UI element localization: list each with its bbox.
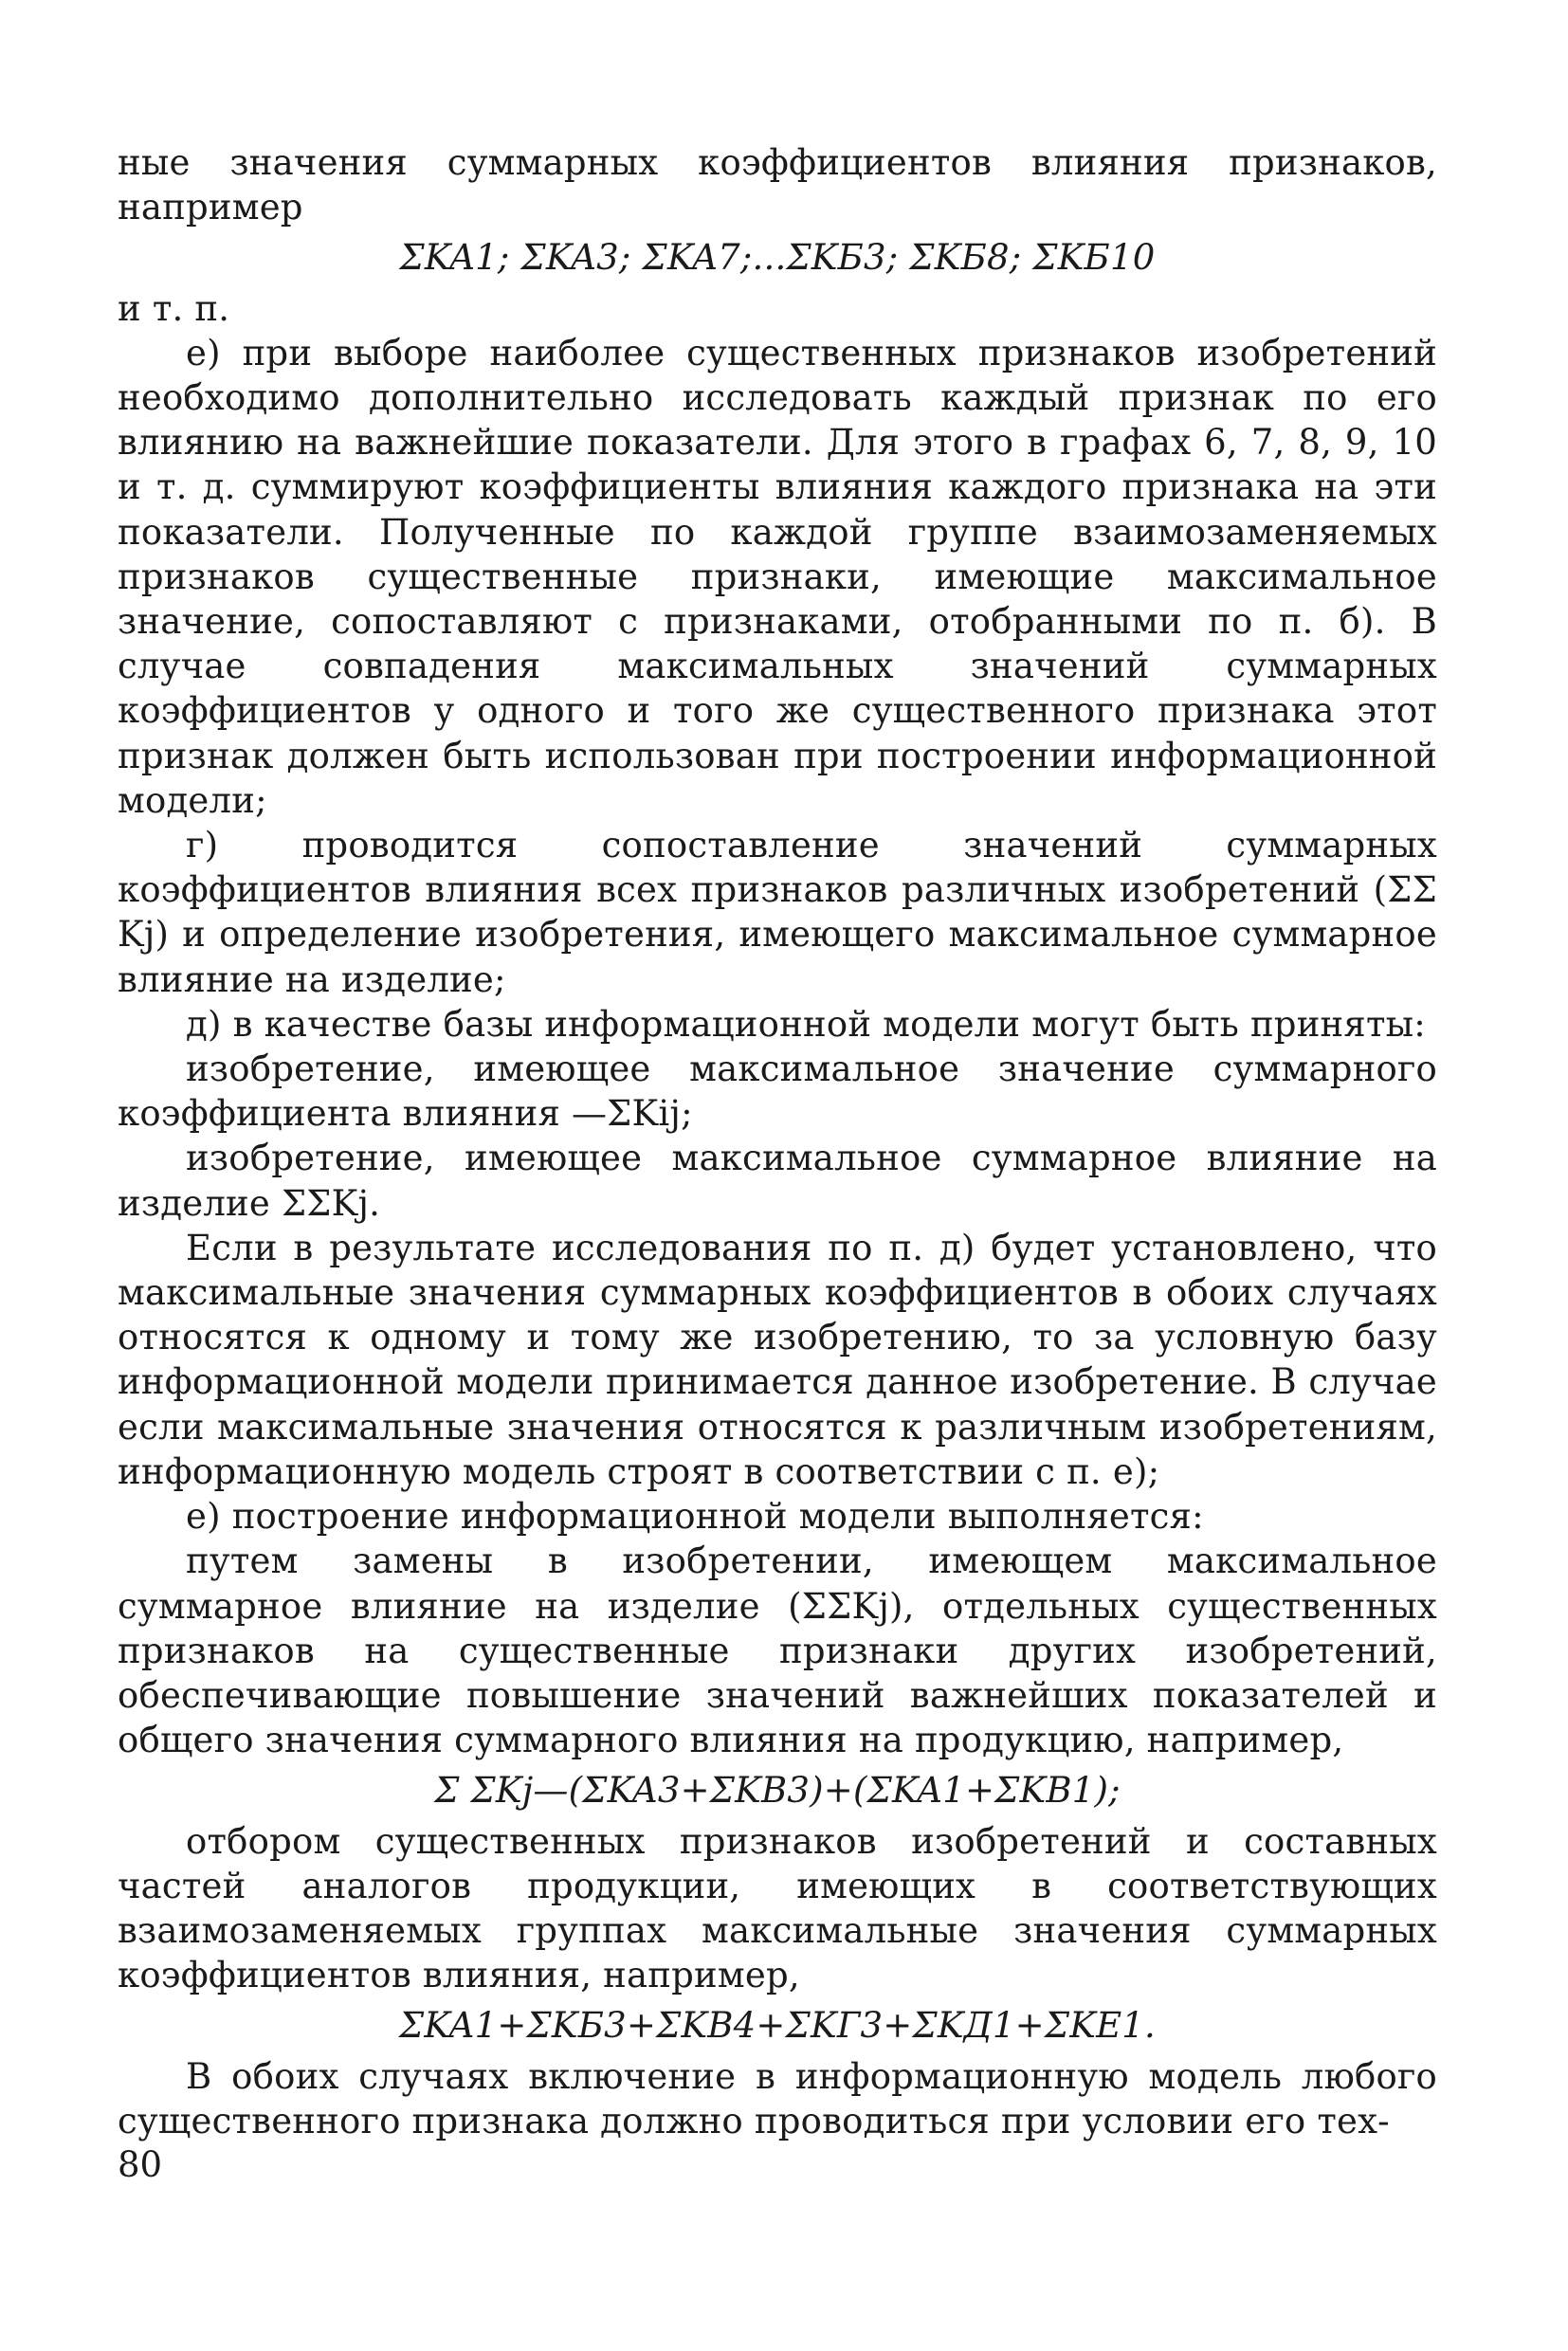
paragraph-e-first: е) при выборе наиболее существенных признаков изобретений необходимо дополнительно исследовать каждый признак по его влиянию на важнейшие показатели. Для этого в графах 6, 7, 8, 9, 10 и т. д. суммируют коэффициенты влияния каждого признака на эти показатели. Полученные по каждой группе взаимозаменяемых признаков существенные признаки, имеющие максимальное значение, сопоставляют с признаками, отобранными по п. б). В случае совпадения максимальных значений суммарных коэффициентов у одного и того же существенного признака этот признак должен быть использован при построении информационной модели; (118, 332, 1437, 821)
paragraph-e-second: е) построение информационной модели выполняется: (186, 1496, 1204, 1538)
formula-replacement: Σ ΣKj—(ΣKA3+ΣKB3)+(ΣKA1+ΣKB1); (434, 1770, 1121, 1812)
paragraph-selection: отбором существенных признаков изобретений и составных частей аналогов продукции, имеющих в соответствующих взаимозаменяемых группах максимальные значения суммарных коэффициентов влияния, например, (118, 1820, 1437, 1996)
page-number: 80 (118, 2144, 163, 2185)
paragraph: и т. п. (118, 287, 230, 329)
paragraph-result: Если в результате исследования по п. д) будет установлено, что максимальные значения суммарных коэффициентов в обоих случаях относятся к одному и тому же изобретению, то за условную базу информационной модели принимается данное изобретение. В случае если максимальные значения относятся к различным изобретениям, информационную модель строят в соответствии с п. е); (118, 1227, 1437, 1492)
paragraph-replacement: путем замены в изобретении, имеющем максимальное суммарное влияние на изделие (ΣΣKj), отдельных существенных признаков на существенные признаки других изобретений, обеспечивающие повышение значений важнейших показателей и общего значения суммарного влияния на продукцию, например, (118, 1540, 1437, 1761)
paragraph-option-1: изобретение, имеющее максимальное значение суммарного коэффициента влияния —ΣKij; (118, 1048, 1437, 1135)
paragraph-d: д) в качестве базы информационной модели могут быть приняты: (186, 1003, 1426, 1045)
paragraph-option-2: изобретение, имеющее максимальное суммарное влияние на изделие ΣΣKj. (118, 1138, 1437, 1224)
paragraph: ные значения суммарных коэффициентов влияния признаков, например (118, 142, 1437, 228)
formula-sum-list: ΣKA1; ΣKA3; ΣKA7;...ΣKБ3; ΣKБ8; ΣKБ10 (399, 237, 1156, 279)
formula-selection: ΣKA1+ΣKБ3+ΣKB4+ΣKГ3+ΣKД1+ΣKE1. (398, 2005, 1156, 2047)
body-text (118, 140, 1437, 2143)
paragraph-g: г) проводится сопоставление значений суммарных коэффициентов влияния всех признаков различных изобретений (ΣΣ Kj) и определение изобретения, имеющего максимальное суммарное влияние на изделие; (118, 825, 1437, 1000)
paragraph-conclusion: В обоих случаях включение в информационную модель любого существенного признака должно проводиться при условии его тех- (118, 2055, 1437, 2141)
